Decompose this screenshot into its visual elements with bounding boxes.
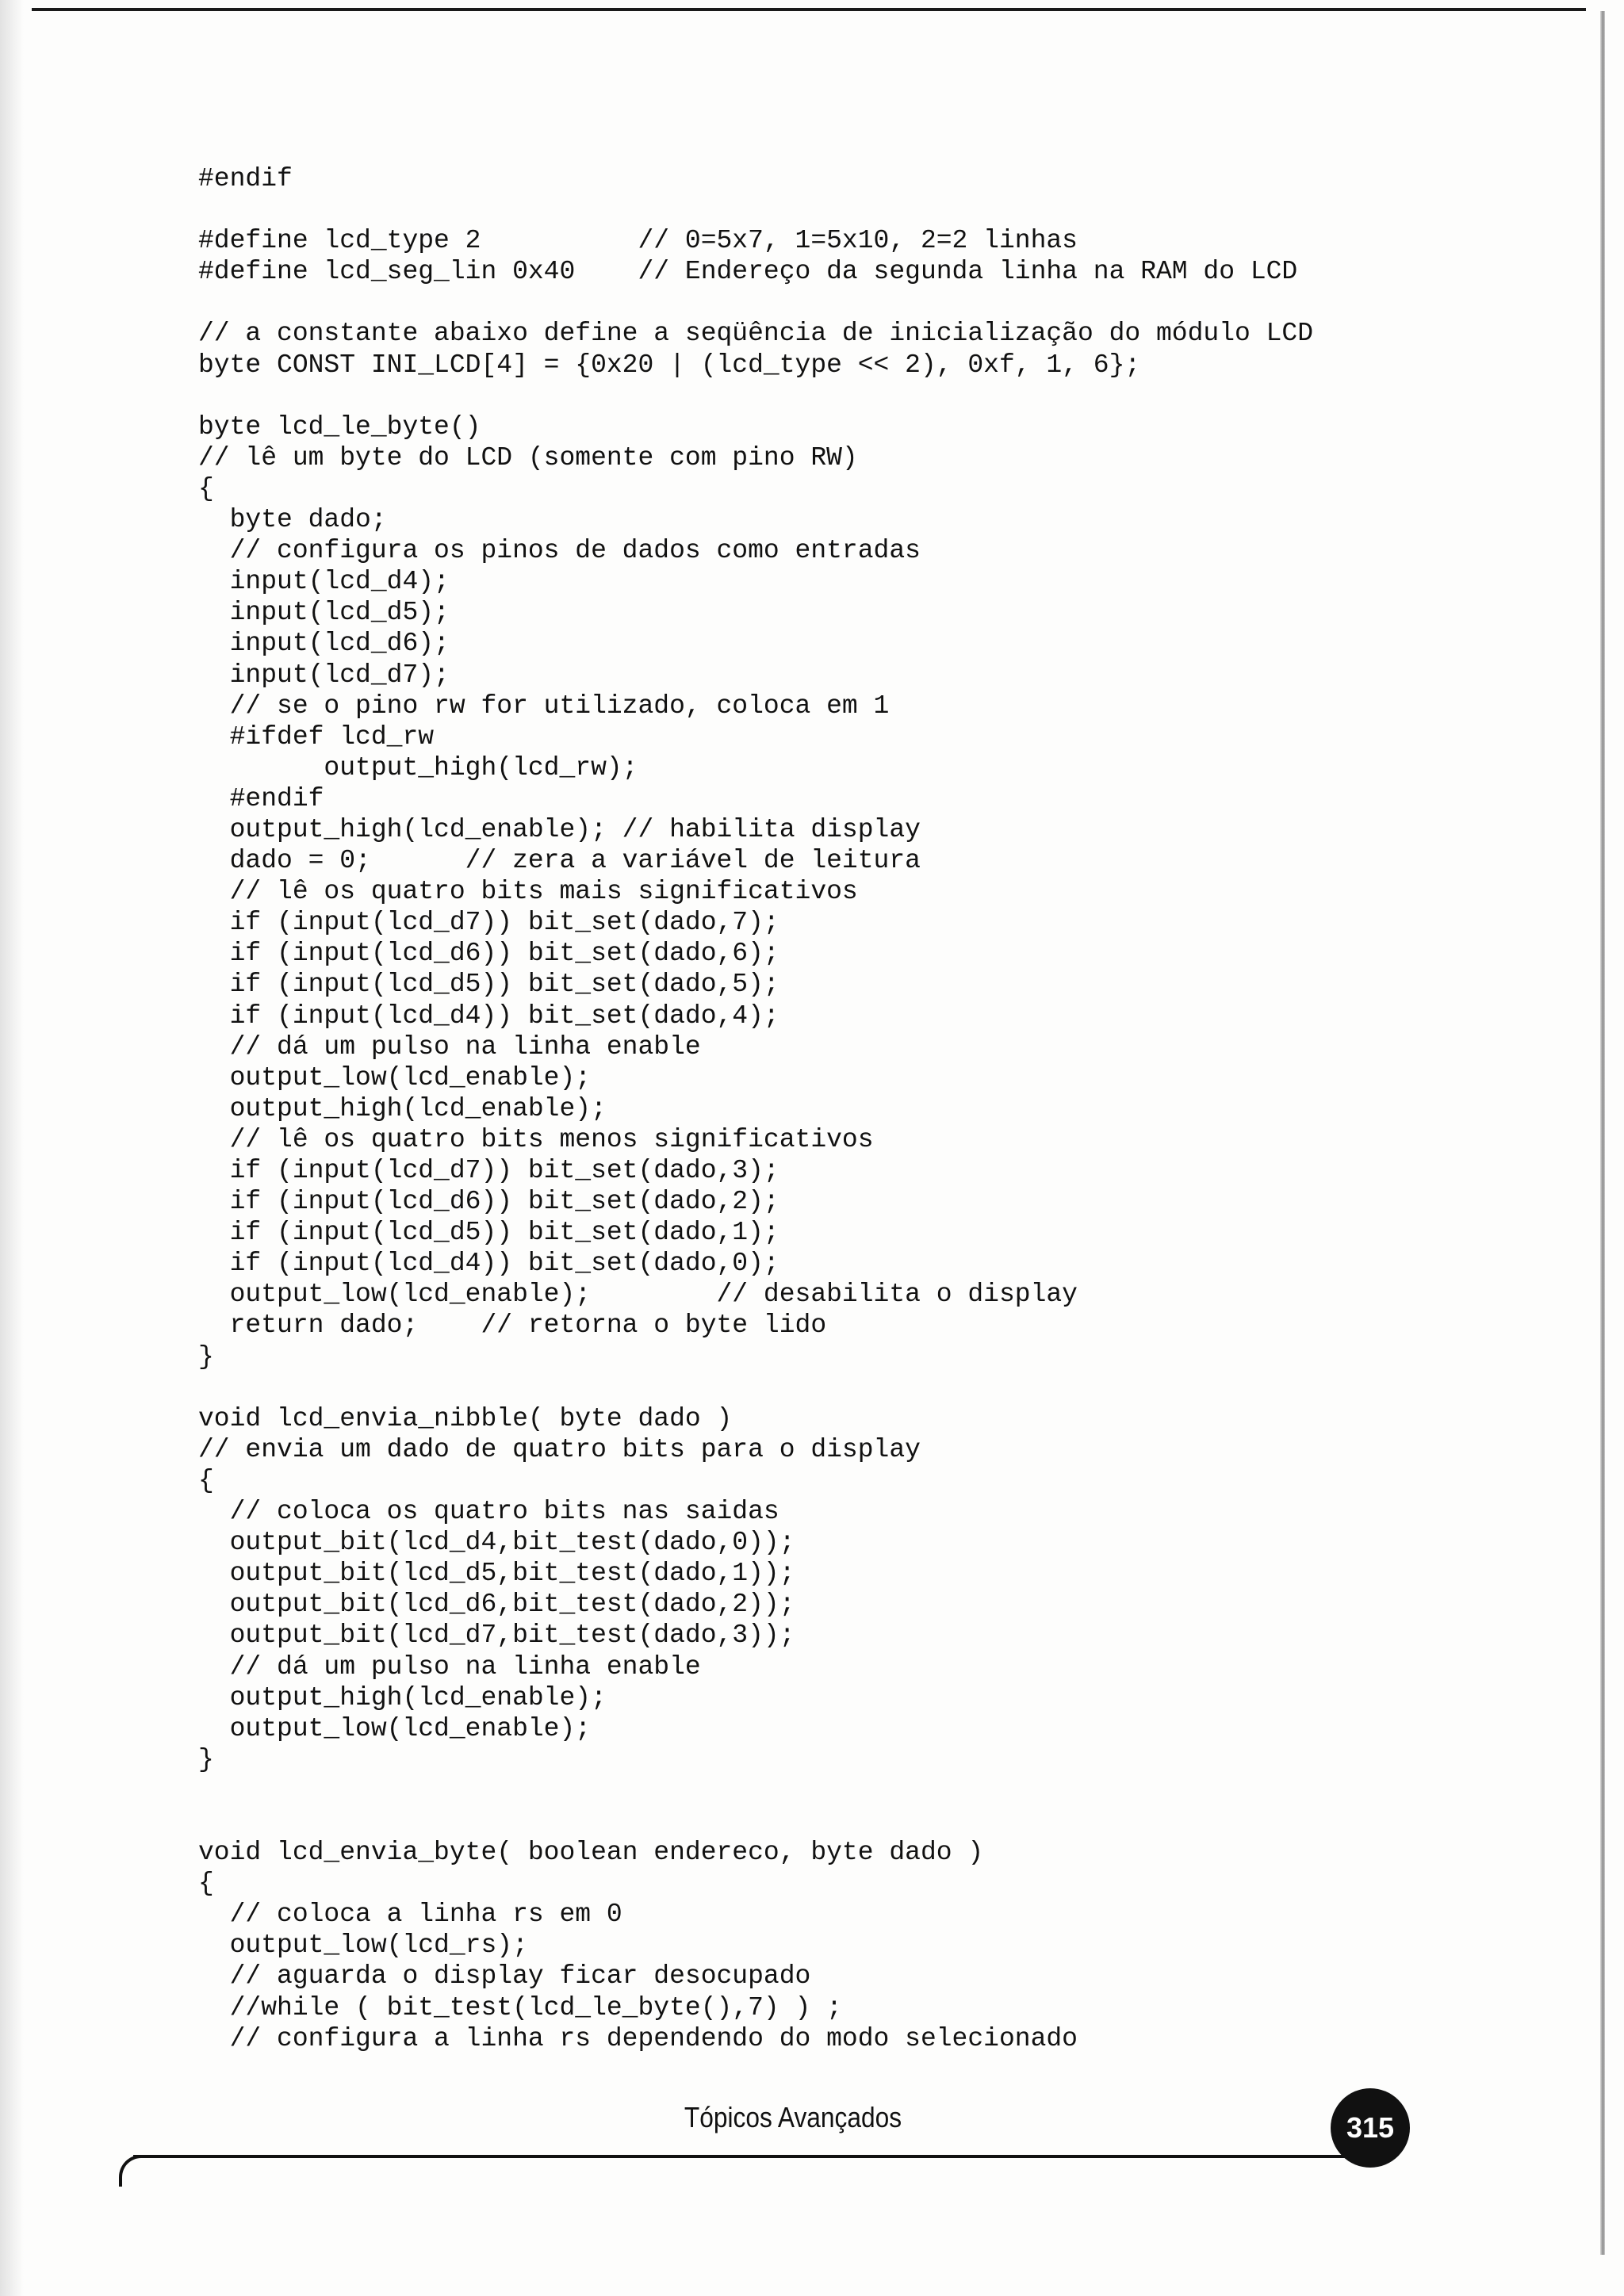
code-line: #define lcd_type 2 // 0=5x7, 1=5x10, 2=2 linhas [198, 226, 1078, 256]
code-line: { [198, 1465, 214, 1495]
code-line: // envia um dado de quatro bits para o display [198, 1434, 921, 1464]
code-line: output_high(lcd_enable); // habilita display [198, 814, 921, 844]
code-line [198, 381, 1313, 411]
code-line: #ifdef lcd_rw [198, 721, 435, 752]
page-number-badge: 315 [1331, 2088, 1410, 2168]
code-line: #endif [198, 164, 293, 193]
code-line: output_high(lcd_rw); [198, 752, 638, 783]
code-line: // se o pino rw for utilizado, coloca em 1 [198, 691, 890, 721]
code-line: if (input(lcd_d5)) bit_set(dado,5); [198, 970, 779, 1000]
code-line: // configura a linha rs dependendo do modo selecionado [198, 2023, 1078, 2053]
code-line: #define lcd_seg_lin 0x40 // Endereço da segunda linha na RAM do LCD [198, 257, 1298, 287]
page-edge [1600, 11, 1605, 2255]
code-line: byte lcd_le_byte() [198, 411, 481, 442]
code-line: if (input(lcd_d4)) bit_set(dado,4); [198, 1001, 779, 1031]
code-line: { [198, 1869, 214, 1899]
section-title: Tópicos Avançados [684, 2101, 902, 2133]
code-line: if (input(lcd_d5)) bit_set(dado,1); [198, 1218, 779, 1248]
code-line: output_high(lcd_enable); [198, 1093, 607, 1123]
code-listing [198, 163, 1313, 2054]
code-line [198, 1372, 1313, 1403]
code-line: output_high(lcd_enable); [198, 1682, 607, 1712]
code-line [198, 194, 1313, 225]
code-line: byte dado; [198, 505, 387, 535]
code-line [198, 1806, 1313, 1837]
code-line: { [198, 473, 214, 503]
page-gutter-shadow [0, 0, 24, 2296]
code-line: output_low(lcd_rs); [198, 1931, 528, 1961]
code-line: return dado; // retorna o byte lido [198, 1311, 827, 1341]
code-line: void lcd_envia_nibble( byte dado ) [198, 1403, 733, 1433]
code-line: output_low(lcd_enable); [198, 1713, 592, 1743]
code-line: if (input(lcd_d6)) bit_set(dado,2); [198, 1187, 779, 1217]
code-line: } [198, 1341, 214, 1372]
code-line: if (input(lcd_d7)) bit_set(dado,7); [198, 908, 779, 938]
code-line: // dá um pulso na linha enable [198, 1031, 701, 1062]
code-line: // coloca os quatro bits nas saidas [198, 1497, 779, 1527]
code-line: if (input(lcd_d4)) bit_set(dado,0); [198, 1249, 779, 1279]
code-line: //while ( bit_test(lcd_le_byte(),7) ) ; [198, 1992, 842, 2022]
code-line: } [198, 1744, 214, 1774]
code-line: // a constante abaixo define a seqüência de inicialização do módulo LCD [198, 319, 1314, 349]
code-line: // aguarda o display ficar desocupado [198, 1961, 811, 1992]
code-line: // coloca a linha rs em 0 [198, 1900, 622, 1930]
code-line [198, 1775, 1313, 1806]
code-line: #endif [198, 783, 324, 813]
code-line: byte CONST INI_LCD[4] = {0x20 | (lcd_type << 2), 0xf, 1, 6}; [198, 350, 1141, 380]
code-line: // lê os quatro bits mais significativos [198, 877, 858, 907]
code-line: output_low(lcd_enable); [198, 1062, 592, 1093]
code-line: input(lcd_d6); [198, 629, 450, 659]
code-line: // lê os quatro bits menos significativos [198, 1124, 874, 1154]
code-line: // lê um byte do LCD (somente com pino RW) [198, 442, 858, 473]
footer-rule-curve [119, 2155, 151, 2187]
code-line: // dá um pulso na linha enable [198, 1651, 701, 1682]
code-line: // configura os pinos de dados como entradas [198, 536, 921, 566]
footer-rule [133, 2155, 1354, 2158]
code-line: input(lcd_d4); [198, 567, 450, 597]
code-line: if (input(lcd_d6)) bit_set(dado,6); [198, 939, 779, 969]
code-line: input(lcd_d7); [198, 660, 450, 690]
code-line [198, 287, 1313, 318]
code-line: dado = 0; // zera a variável de leitura [198, 846, 921, 876]
code-line: output_bit(lcd_d6,bit_test(dado,2)); [198, 1590, 795, 1620]
code-line: output_bit(lcd_d4,bit_test(dado,0)); [198, 1528, 795, 1558]
code-line: if (input(lcd_d7)) bit_set(dado,3); [198, 1156, 779, 1185]
top-rule [32, 8, 1586, 11]
code-line: output_bit(lcd_d5,bit_test(dado,1)); [198, 1559, 795, 1589]
code-line: output_bit(lcd_d7,bit_test(dado,3)); [198, 1621, 795, 1651]
code-line: output_low(lcd_enable); // desabilita o display [198, 1280, 1078, 1310]
code-line: input(lcd_d5); [198, 598, 450, 628]
code-line: void lcd_envia_byte( boolean endereco, byte dado ) [198, 1838, 984, 1868]
